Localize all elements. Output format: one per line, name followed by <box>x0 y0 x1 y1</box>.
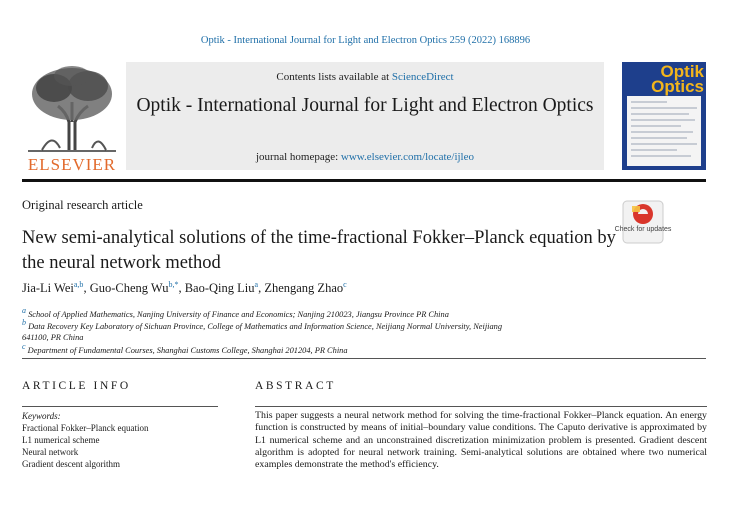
article-info-heading: ARTICLE INFO <box>22 380 131 392</box>
journal-cover-thumbnail[interactable] <box>622 62 706 170</box>
affiliation-c <box>22 341 562 356</box>
author-affiliation-marker[interactable]: c <box>343 280 347 289</box>
journal-header <box>22 62 706 180</box>
contents-line <box>126 71 604 83</box>
keywords-label: Keywords: <box>22 411 61 421</box>
journal-banner <box>126 62 604 170</box>
article-title: New semi-analytical solutions of the time-fractional Fokker–Planck equation by the neural network method <box>22 228 616 273</box>
author-name[interactable]: Jia-Li Wei <box>22 281 74 296</box>
sciencedirect-link[interactable]: ScienceDirect <box>391 71 454 83</box>
header-divider <box>22 179 706 182</box>
check-for-updates-label[interactable]: Check for updates <box>614 226 672 233</box>
keyword: Fractional Fokker–Planck equation <box>22 423 149 433</box>
affiliation-marker: b <box>22 318 26 327</box>
front-matter-divider <box>22 358 706 359</box>
affiliation-b <box>22 317 522 343</box>
cover-contents-panel <box>627 96 701 166</box>
affiliation-marker: a <box>22 306 26 315</box>
keyword: Neural network <box>22 447 79 457</box>
author-name[interactable]: Bao-Qing Liu <box>184 281 255 296</box>
homepage-line <box>126 151 604 163</box>
article-type: Original research article <box>22 198 143 212</box>
affiliation-text: School of Applied Mathematics, Nanjing University of Finance and Economics; Nanjing 210023, Jiangsu Province PR China <box>28 309 449 319</box>
article-info-divider <box>22 406 218 407</box>
journal-title: Optik - International Journal for Light and Electron Optics <box>136 95 594 116</box>
author-affiliation-marker[interactable]: a <box>254 280 259 289</box>
affiliation-text: Department of Fundamental Courses, Shanghai Customs College, Shanghai 201204, PR China <box>27 345 348 355</box>
author-name[interactable]: Zhengang Zhao <box>264 281 344 296</box>
author-affiliation-marker[interactable]: b,* <box>168 280 179 289</box>
journal-homepage-link[interactable]: www.elsevier.com/locate/ijleo <box>340 151 474 163</box>
abstract-text: This paper suggests a neural network method for solving the time-fractional Fokker–Planck equation. An energy function is constructed by means of initial–boundary value conditions. The Caputo derivative is approximated by L1 numerical scheme and an unconstrained discretization minimization problem is presented. Gradient descent algorithm is adopted for neural network training. Semi-analytical solutions are obtained where two numerical examples demonstrate the method's efficiency. <box>255 410 707 471</box>
abstract-divider <box>255 406 707 407</box>
cover-lines-graphic <box>627 96 701 166</box>
contents-prefix: Contents lists available at <box>276 71 392 83</box>
homepage-prefix: journal homepage: <box>256 151 341 163</box>
author-name[interactable]: Guo-Cheng Wu <box>89 281 169 296</box>
keyword: L1 numerical scheme <box>22 435 100 445</box>
author-list: Jia-Li Wei$^{a,b}$, Guo-Cheng $Wu^{b,*}$, Bao-Qing Liu$^a$, Zhengang Zhao$^c$ <box>22 280 347 296</box>
affiliation-marker: c <box>22 342 26 351</box>
abstract-heading: ABSTRACT <box>255 380 336 392</box>
affiliation-text: Data Recovery Key Laboratory of Sichuan Province, College of Mathematics and Information Science, Neijiang Normal University, Neijiang 641100, PR China <box>22 321 503 342</box>
elsevier-tree-logo[interactable] <box>22 62 122 170</box>
publisher-name[interactable]: ELSEVIER <box>27 155 117 174</box>
keyword: Gradient descent algorithm <box>22 459 120 469</box>
author-affiliation-marker[interactable]: a,b <box>73 280 84 289</box>
journal-citation[interactable]: Optik - International Journal for Light and Electron Optics 259 (2022) 168896 <box>200 35 531 46</box>
check-for-updates-icon[interactable] <box>622 200 664 244</box>
cover-title: Optik Optics <box>651 62 704 96</box>
